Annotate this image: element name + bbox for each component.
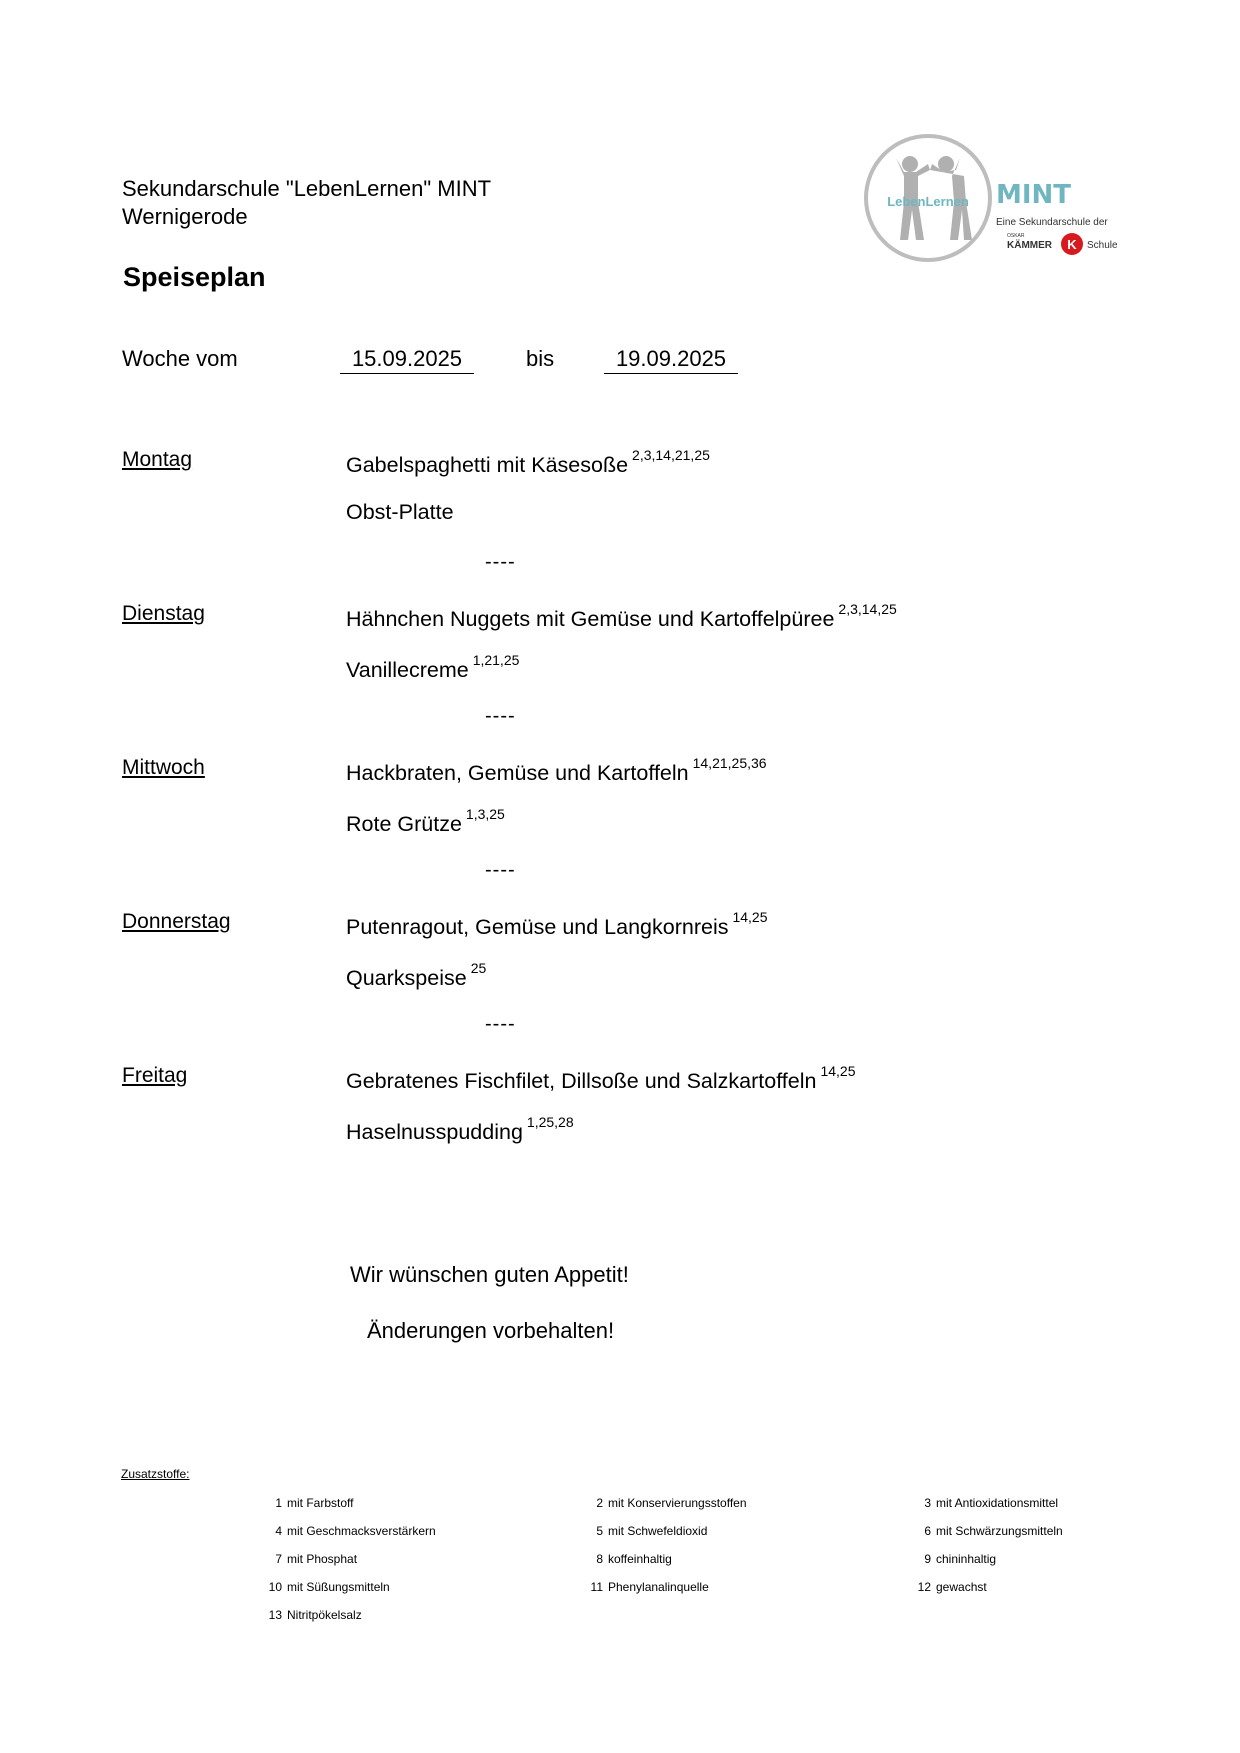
- main-dish-donnerstag: [346, 909, 768, 940]
- legend-item: [913, 1552, 996, 1566]
- main-dish-text: Hähnchen Nuggets mit Gemüse und Kartoffelpüree: [346, 607, 835, 632]
- legend-number: 13: [268, 1608, 282, 1622]
- logo-tagline: Eine Sekundarschule der: [996, 217, 1108, 228]
- legend-number: 12: [917, 1580, 931, 1594]
- dessert-text: Vanillecreme: [346, 658, 469, 683]
- day-separator: ----: [485, 705, 516, 727]
- legend-label: mit Phosphat: [287, 1552, 358, 1566]
- legend-item: [585, 1496, 747, 1510]
- dessert-codes: 1,3,25: [465, 806, 505, 822]
- day-label-dienstag: Dienstag: [122, 602, 205, 625]
- logo-k-letter-icon: K: [1067, 237, 1077, 252]
- week-end-date: 19.09.2025: [604, 346, 738, 374]
- legend-label: mit Schwefeldioxid: [608, 1524, 708, 1538]
- dessert-dienstag: [346, 652, 520, 683]
- legend-item: [264, 1524, 436, 1538]
- dessert-mittwoch: [346, 806, 505, 837]
- legend-item: [585, 1552, 672, 1566]
- school-logo-graphic: [864, 130, 1134, 266]
- day-label-mittwoch: Mittwoch: [122, 756, 205, 779]
- day-label-donnerstag: Donnerstag: [122, 910, 231, 933]
- legend-item: [264, 1552, 357, 1566]
- school-name: [122, 175, 491, 231]
- school-logo: [864, 130, 1134, 266]
- day-separator: ----: [485, 1013, 516, 1035]
- dessert-codes: 1,21,25: [472, 652, 520, 668]
- main-dish-text: Putenragout, Gemüse und Langkornreis: [346, 915, 729, 940]
- legend-label: mit Konservierungsstoffen: [608, 1496, 747, 1510]
- main-dish-text: Gebratenes Fischfilet, Dillsoße und Salzkartoffeln: [346, 1069, 817, 1094]
- legend-label: mit Schwärzungsmitteln: [936, 1524, 1063, 1538]
- main-dish-codes: 2,3,14,21,25: [632, 447, 710, 463]
- dessert-donnerstag: [346, 960, 487, 991]
- legend-item: [585, 1580, 709, 1594]
- school-location: Wernigerode: [122, 204, 248, 229]
- main-dish-text: Gabelspaghetti mit Käsesoße: [346, 453, 629, 478]
- dessert-text: Haselnusspudding: [346, 1120, 523, 1145]
- page-title: Speiseplan: [123, 262, 266, 292]
- dessert-codes: 25: [470, 960, 487, 976]
- school-name-line1: Sekundarschule "LebenLernen" MINT: [122, 176, 492, 201]
- legend-item: [264, 1608, 362, 1622]
- legend-item: [913, 1580, 987, 1594]
- legend-number: 11: [590, 1580, 603, 1594]
- legend-label: koffeinhaltig: [608, 1552, 672, 1566]
- legend-label: mit Farbstoff: [287, 1496, 354, 1510]
- legend-label: mit Geschmacksverstärkern: [287, 1524, 436, 1538]
- week-start-date: 15.09.2025: [340, 346, 474, 374]
- main-dish-codes: 14,25: [732, 909, 768, 925]
- legend-label: Phenylanalinquelle: [608, 1580, 709, 1594]
- legend-title: Zusatzstoffe:: [121, 1467, 190, 1481]
- logo-org-small: OSKAR: [1007, 233, 1025, 239]
- main-dish-text: Hackbraten, Gemüse und Kartoffeln: [346, 761, 689, 786]
- dessert-freitag: [346, 1114, 574, 1145]
- legend-label: chininhaltig: [936, 1552, 997, 1566]
- main-dish-montag: [346, 447, 710, 478]
- legend-number: 10: [268, 1580, 282, 1594]
- legend-number: 4: [275, 1524, 282, 1538]
- dessert-codes: 1,25,28: [526, 1114, 574, 1130]
- main-dish-dienstag: [346, 601, 897, 632]
- legend-number: 3: [924, 1496, 931, 1510]
- legend-number: 8: [596, 1552, 603, 1566]
- main-dish-mittwoch: [346, 755, 767, 786]
- legend-item: [913, 1496, 1058, 1510]
- dessert-montag: [346, 500, 454, 525]
- main-dish-freitag: [346, 1063, 856, 1094]
- logo-org: KÄMMER: [1007, 240, 1052, 251]
- legend-number: 7: [275, 1552, 282, 1566]
- day-label-freitag: Freitag: [122, 1064, 188, 1087]
- legend-number: 1: [275, 1496, 282, 1510]
- legend-item: [913, 1524, 1063, 1538]
- legend-label: gewachst: [936, 1580, 987, 1594]
- main-dish-codes: 14,21,25,36: [692, 755, 767, 771]
- day-separator: ----: [485, 551, 516, 573]
- legend-label: mit Antioxidationsmittel: [936, 1496, 1059, 1510]
- main-dish-codes: 14,25: [820, 1063, 856, 1079]
- week-label: Woche vom: [122, 346, 238, 371]
- logo-org-suffix: Schule: [1087, 240, 1118, 251]
- week-to-label: bis: [526, 346, 555, 371]
- legend-number: 5: [596, 1524, 603, 1538]
- legend-label: Nitritpökelsalz: [287, 1608, 362, 1622]
- legend-number: 6: [924, 1524, 931, 1538]
- legend-number: 2: [596, 1496, 603, 1510]
- logo-brand: MINT: [996, 180, 1072, 210]
- legend-item: [585, 1524, 707, 1538]
- legend-item: [264, 1580, 390, 1594]
- legend-label: mit Süßungsmitteln: [287, 1580, 390, 1594]
- day-separator: ----: [485, 859, 516, 881]
- closing-greeting: Wir wünschen guten Appetit!: [350, 1262, 629, 1287]
- logo-circle-text: LebenLernen: [887, 194, 969, 209]
- dessert-text: Obst-Platte: [346, 500, 454, 524]
- main-dish-codes: 2,3,14,25: [838, 601, 897, 617]
- closing-disclaimer: Änderungen vorbehalten!: [367, 1318, 615, 1343]
- dessert-text: Quarkspeise: [346, 966, 467, 991]
- day-label-montag: Montag: [122, 448, 193, 471]
- legend-item: [264, 1496, 353, 1510]
- dessert-text: Rote Grütze: [346, 812, 462, 837]
- legend-number: 9: [924, 1552, 931, 1566]
